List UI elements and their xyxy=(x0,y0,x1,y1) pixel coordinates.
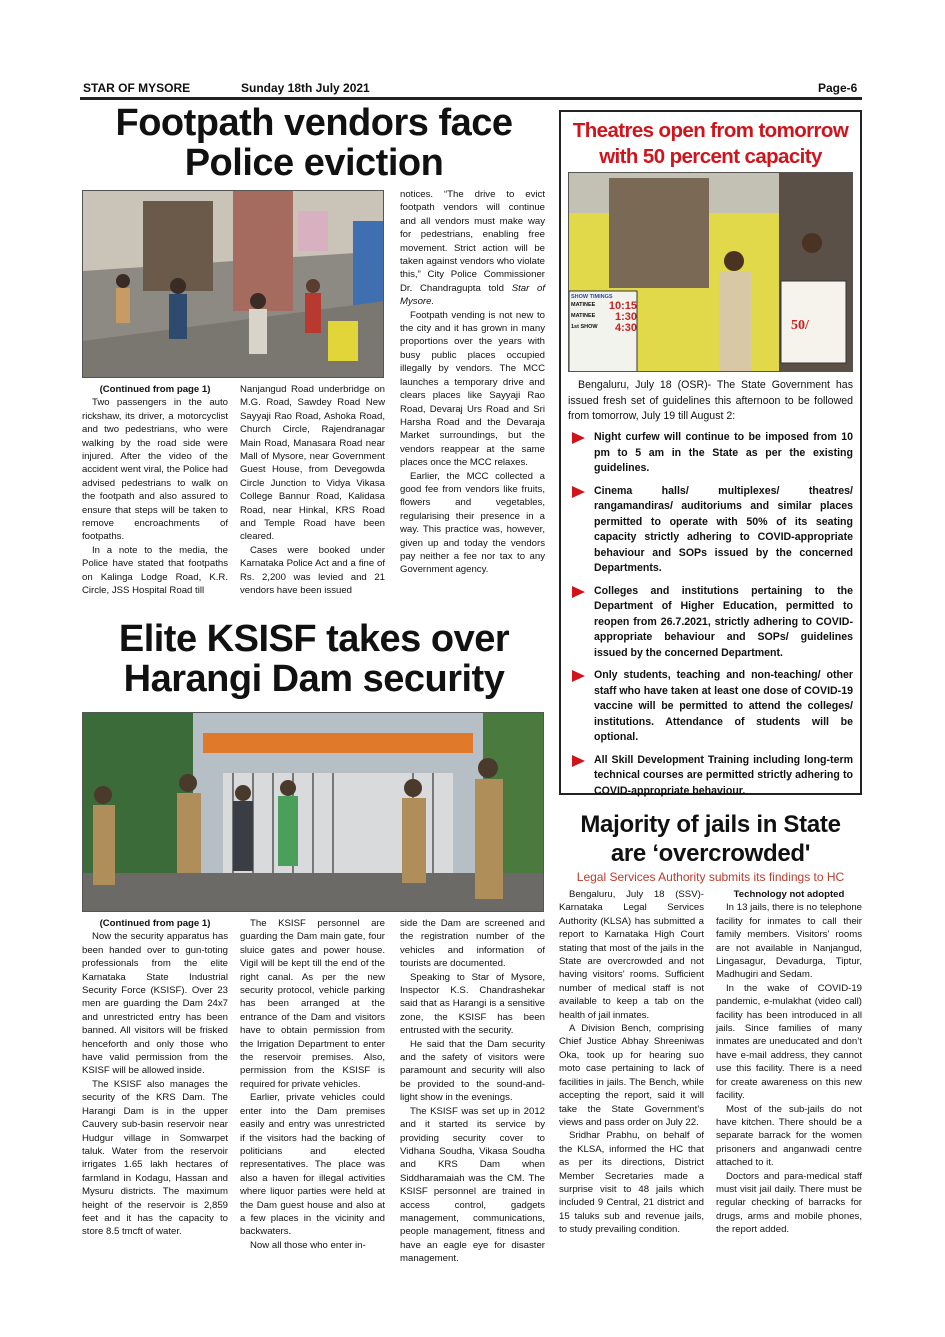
story2-col3-p4: The KSISF was set up in 2012 and it started its service by providing security cover to Vidhana Soudha, Vikasa Soudha and KRS Dam when Siddharamaiah was the CM. The KSISF personnel are trained in access control, gadgets management, communications, people management, fitness and have an eagle eye for disaster management. xyxy=(400,1105,545,1265)
masthead-date: Sunday 18th July 2021 xyxy=(241,81,370,95)
story1-col1 xyxy=(82,383,228,598)
story2-col1-p2: The KSISF also manages the security of the KRS Dam. The Harangi Dam is in the upper Cauvery sub-basin reservoir near Hudgur village in Somwarpet taluk. Water from the reservoir irrigates 1.65 lakh hectares of farmland in Kodagu, Hassan and Mysuru districts. The maximum height of the reservoir is 2,859 feet and it has the capacity to store 8.5 tmcft of water. xyxy=(82,1078,228,1238)
footpath-vendors-photo xyxy=(82,190,384,378)
story2-headline xyxy=(80,620,548,698)
story2-col2-p2: Earlier, private vehicles could enter into the Dam premises easily and entry was unrestricted if the visitors had the backing of politicians and elected representatives. The place was also a haven for illegal activities where liquor parties were held at the Dam guest house and also at a few places in the vicinity and backwaters. xyxy=(240,1092,385,1238)
story2-col3-p2: Speaking to Star of Mysore, Inspector K.S. Chandrashekar said that as Harangi is a sensitive zone, the KSISF has been entrusted with the security. xyxy=(400,971,545,1037)
show-row-1-time: 10:15 xyxy=(608,300,637,312)
story2-col2-p1: The KSISF personnel are guarding the Dam main gate, four sluice gates and power house. Vigil will be kept till the end of the right canal. As per the new security protocol, vehicle parking has been arranged at the entrance of the Dam and visitors have to obtain permission from the Irrigation Department to enter the reservoir premises. Also, permission from the KSISF is required for private vehicles. xyxy=(240,918,385,1090)
story1-col3-star: Star of Mysore. xyxy=(400,282,545,308)
story1-continued: (Continued from page 1) xyxy=(99,384,211,395)
story4-col2-heading: Technology not adopted xyxy=(733,889,845,900)
story1-col3-p1: notices. “The drive to evict footpath vendors will continue and all vendors must make way for pedestrians, enabling free movement. Strict action will be taken against vendors who violate this,” City Police Commissioner Dr. Chandragupta told Star of Mysore. xyxy=(400,189,545,308)
story2-headline-line1: Elite KSISF takes over xyxy=(118,618,510,660)
story1-headline-line2: Police eviction xyxy=(184,142,444,184)
bullet-arrow-icon xyxy=(572,755,585,767)
masthead-page: Page-6 xyxy=(818,81,858,95)
story1-col3-p3: Earlier, the MCC collected a good fee from vendors like fruits, flowers and vegetables, regularising their presence in a way. This practice was, however, given up and today the vendors pay neither a fee nor tax to any Government agency. xyxy=(400,470,545,576)
show-row-3 xyxy=(571,323,637,334)
show-row-3-label: 1st SHOW xyxy=(571,324,598,330)
bullet-arrow-icon xyxy=(572,432,585,444)
show-row-3-time: 4:30 xyxy=(614,322,637,334)
story4-col2-p1: In 13 jails, there is no telephone facility for inmates to call their family members. Visitors’ rooms are not available in Nanjangud, Lingasagur, Devadurga, Tiptur, Madhugiri and Sedam. xyxy=(716,902,862,981)
story4-headline xyxy=(559,810,862,868)
story2-col1-p1: Now the security apparatus has been handed over to gun-toting professionals from the elite Karnataka State Industrial Security Force (KSISF). Over 23 men are guarding the Dam 24x7 and unrestricted entry has been banned. All visitors will be frisked henceforth and only those who have valid permission from the KSISF will be allowed inside. xyxy=(82,931,228,1077)
story1-col1-p1: Two passengers in the auto rickshaw, its driver, a motorcyclist and two pedestrians, who were walking by the road side were injured. After the video of the accident went viral, the Police had advised pedestrians to walk on the footpath and also assured to ensure that steps will be taken to remove encroachments of footpaths. xyxy=(82,397,228,543)
show-timings-title: SHOW TIMINGS xyxy=(571,294,613,300)
theatre-photo xyxy=(568,172,853,372)
story1-col2-p1: Nanjangud Road underbridge on M.G. Road, Sawdey Road New Sayyaji Rao Road, Ashoka Road, Church Circle, Rajendranagar Main Road, Manasara Road near Mall of Mysore, near Government Guest House, from Devegowda Circle Junction to Vidya Vikasa College Bannur Road, Kalidasa Road, near Hinkal, KRS Road and Temple Road have been cleared. xyxy=(240,384,385,543)
guideline-item: Colleges and institutions pertaining to the Department of Higher Education, permitted to reopen from 26.7.2021, strictly adhering to COVID-appropriate behaviour and SOPs/ guidelines issued by the concerned Department. xyxy=(566,584,853,662)
bullet-arrow-icon xyxy=(572,670,585,682)
guideline-item: Cinema halls/ multiplexes/ theatres/ rangamandiras/ auditoriums and similar places permitted to operate with 50% of its seating capacity strictly adhering to COVID-appropriate behaviour and SOPs issued by the concerned Departments. xyxy=(566,484,853,577)
story2-headline-line2: Harangi Dam security xyxy=(123,658,505,700)
story3-intro-text: Bengaluru, July 18 (OSR)- The State Government has issued fresh set of guidelines this afternoon to be followed from tomorrow, July 19 till August 2: xyxy=(568,379,853,422)
harangi-dam-photo xyxy=(82,712,544,912)
story1-headline-line1: Footpath vendors face xyxy=(115,102,513,144)
guideline-list xyxy=(566,430,853,806)
guideline-item: Night curfew will continue to be imposed from 10 pm to 5 am in the State as per the existing guidelines. xyxy=(566,430,853,477)
story2-col2-p3: Now all those who enter in- xyxy=(250,1239,366,1251)
story4-headline-line2: are ‘overcrowded' xyxy=(610,840,811,867)
story4-col2 xyxy=(716,888,862,1237)
masthead-paper: STAR OF MYSORE xyxy=(83,81,191,95)
story3-headline xyxy=(561,118,860,170)
story2-continued: (Continued from page 1) xyxy=(99,918,211,929)
story4-col2-p3: Most of the sub-jails do not have kitchen. There should be a separate barrack for the women prisoners and anganwadi centre attached to it. xyxy=(716,1103,862,1169)
story3-headline-line2: with 50 percent capacity xyxy=(599,145,822,168)
story1-col3-p2: Footpath vending is not new to the city and it has grown in many proportions over the years with busy public places occupied illegally by vendors. The MCC launches a temporary drive and clears places like Sayyaji Rao Road, Devaraj Urs Road and Sri Harsha Road and the Devaraja Market surroundings, but the vendors reappear at the same places once the MCC relaxes. xyxy=(400,309,545,469)
story1-col2 xyxy=(240,383,385,598)
guideline-item: All Skill Development Training including long-term technical courses are permitted strictly adhering to COVID-appropriate behaviour. xyxy=(566,753,853,800)
story3-intro xyxy=(568,378,853,425)
story2-col3-p1: side the Dam are screened and the registration number of the vehicles and information of tourists are documented. xyxy=(400,918,545,970)
story2-col2 xyxy=(240,917,385,1252)
story4-col1 xyxy=(559,888,704,1237)
bullet-arrow-icon xyxy=(572,586,585,598)
story2-col3 xyxy=(400,917,545,1266)
story2-col1 xyxy=(82,917,228,1239)
capacity-notice: 50/ xyxy=(791,318,809,333)
show-row-2-time: 1:30 xyxy=(614,311,637,323)
masthead-rule xyxy=(80,97,862,100)
story4-col1-p1: Bengaluru, July 18 (SSV)- Karnataka Legal Services Authority (KLSA) has submitted a report to Karnataka High Court stating that most of the jails in the State are overcrowded and not having visitors’ rooms. Sufficient number of medical staff is not available to keep a tab on the health of jail inmates. xyxy=(559,889,704,1021)
bullet-arrow-icon xyxy=(572,486,585,498)
show-timings-sign xyxy=(571,293,637,334)
story4-col2-p2: In the wake of COVID-19 pandemic, e-mulakhat (video call) facility has been introduced in all jails. Since families of many inmates are uneducated and don’t have e-mail address, they cannot use this facility. There is a need for create awareness on this new facility. xyxy=(716,982,862,1102)
story4-subhead: Legal Services Authority submits its findings to HC xyxy=(576,870,845,884)
story4-col2-p4: Doctors and para-medical staff must visit jail daily. There must be regular checking of barracks for drugs, arms and mobile phones, the report added. xyxy=(716,1170,862,1236)
story3-headline-line1: Theatres open from tomorrow xyxy=(572,119,849,142)
story1-headline xyxy=(80,104,548,182)
story2-col3-p3: He said that the Dam security and the safety of visitors were paramount and security will also be provided to the sound-and-light show in the evenings. xyxy=(400,1038,545,1104)
story4-col1-p2: A Division Bench, comprising Chief Justice Abhay Shreeniwas Oka, took up for hearing suo moto case pertaining to lack of facilities in jails. The Bench, while accepting the report, said it will take the State Government’s views and pass order on July 22. xyxy=(559,1023,704,1128)
story4-col1-p3: Sridhar Prabhu, on behalf of the KLSA, informed the HC that as per its directions, District Member Secretaries made a surprise visit to 48 jails which included 9 Central, 21 district and 15 taluks sub and revenue jails, to study prevailing condition. xyxy=(559,1130,704,1236)
show-row-2-label: MATINEE xyxy=(571,313,596,319)
story1-col2-p2: Cases were booked under Karnataka Police Act and a fine of Rs. 2,200 was levied and 21 vendors have been issued xyxy=(240,544,385,597)
story1-col3 xyxy=(400,188,545,577)
story4-headline-line1: Majority of jails in State xyxy=(580,811,841,838)
guideline-item: Only students, teaching and non-teaching/ other staff who have taken at least one dose of COVID-19 vaccine will be permitted to attend the colleges/ institutions. Attendance of students will be optional. xyxy=(566,668,853,746)
story1-col1-p2: In a note to the media, the Police have stated that footpaths on Kalinga Lodge Road, K.R. Circle, JSS Hospital Road till xyxy=(82,544,228,597)
show-row-1-label: MATINEE xyxy=(571,302,596,308)
